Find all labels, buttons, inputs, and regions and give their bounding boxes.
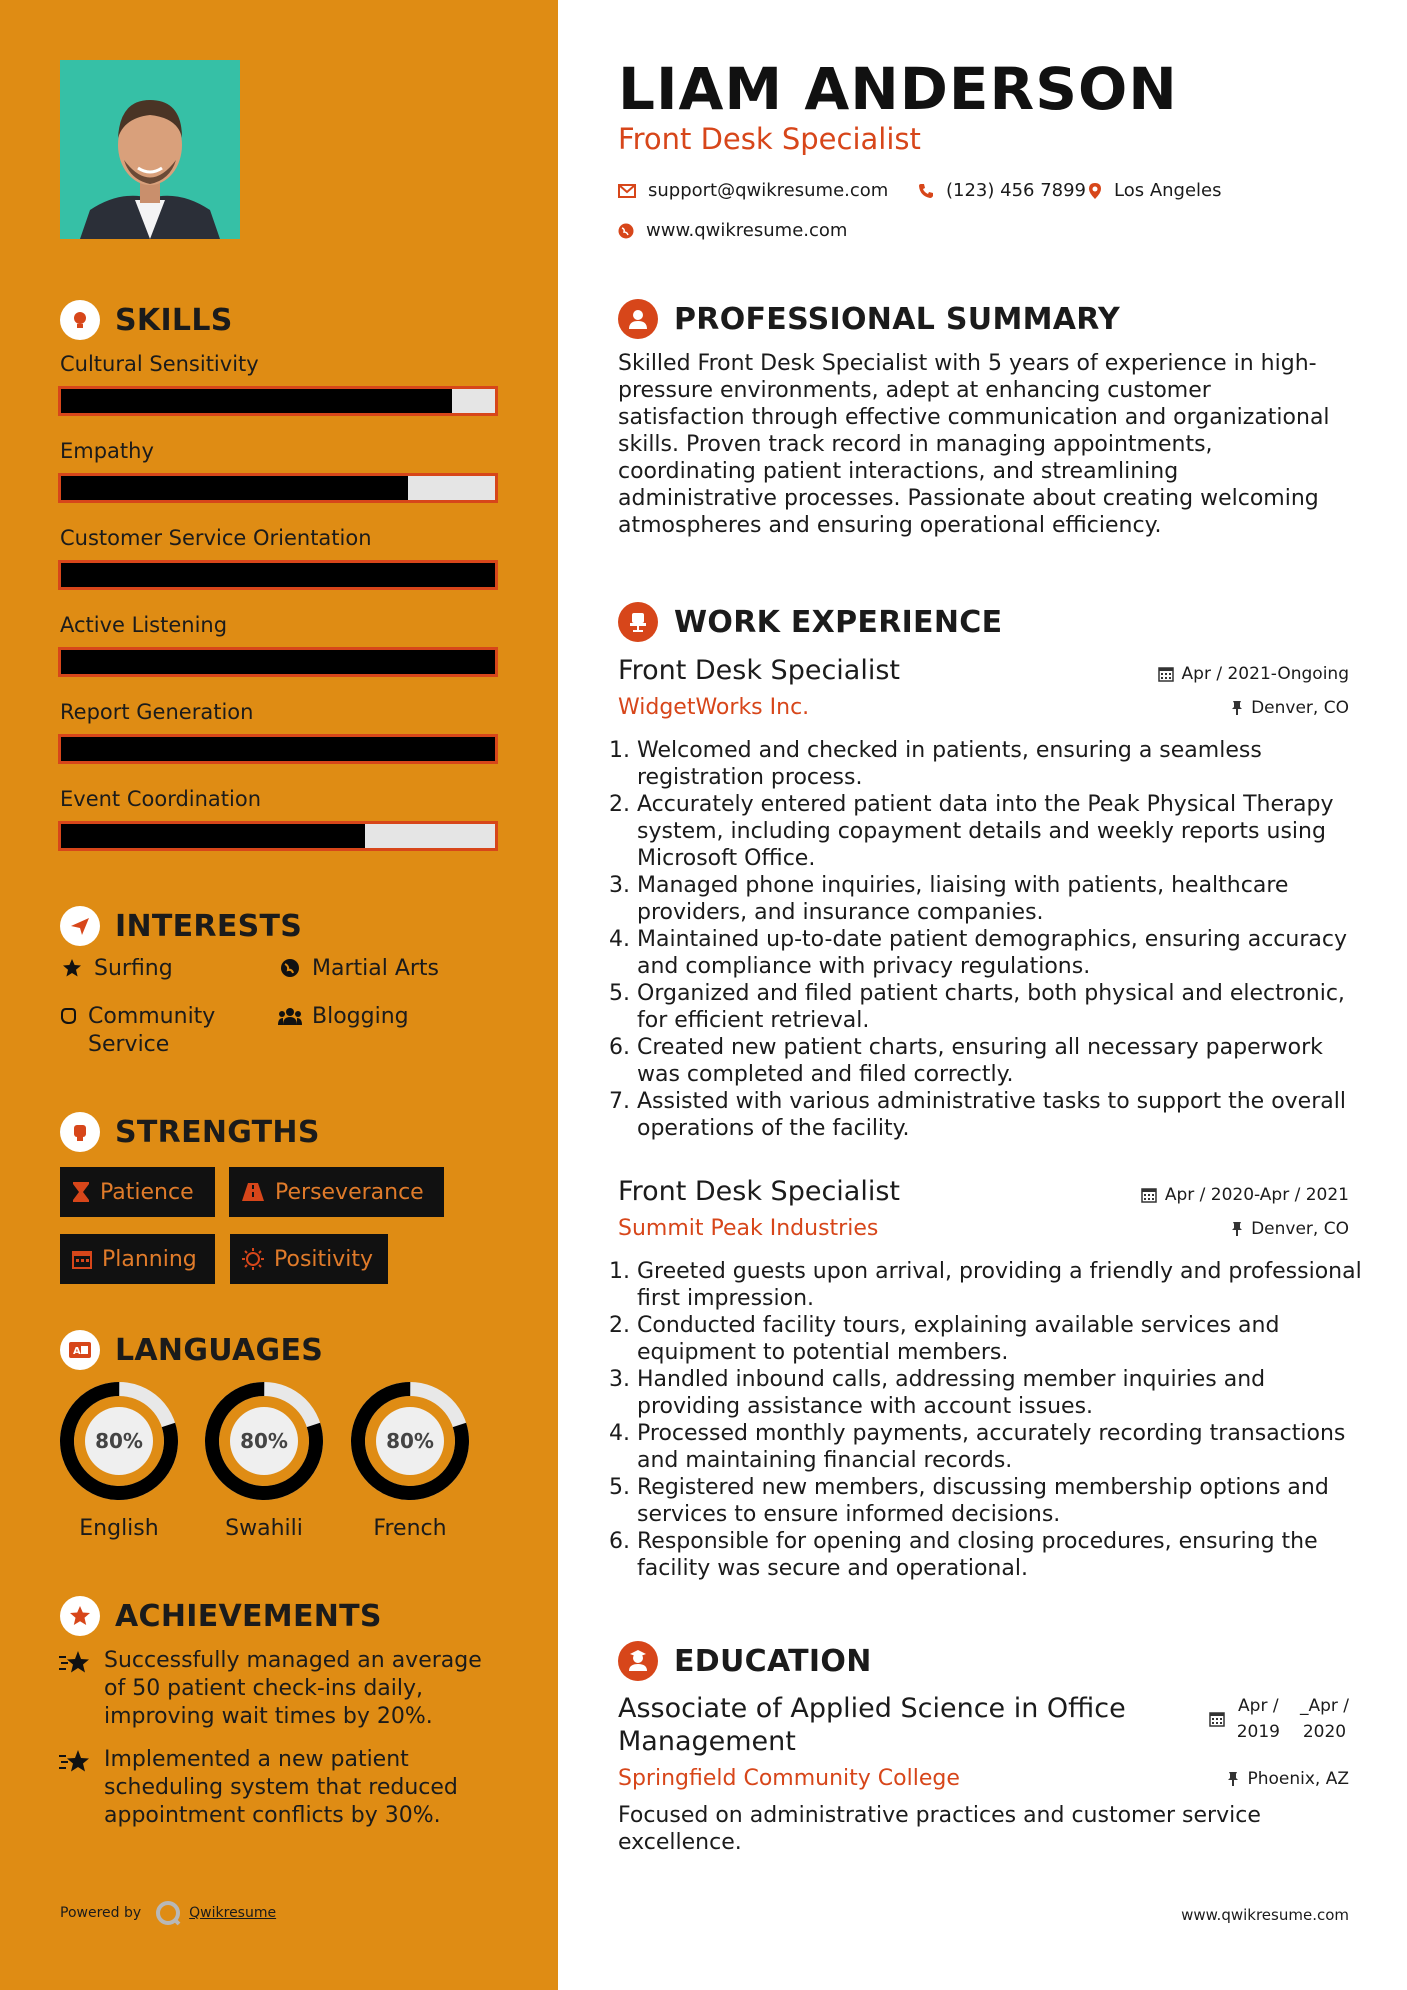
chair-icon (618, 602, 658, 642)
contact-email: support@qwikresume.com (618, 180, 888, 201)
education-location: Phoenix, AZ (1227, 1769, 1349, 1789)
skill-name: Customer Service Orientation (60, 526, 372, 550)
skill-level-bar (58, 560, 498, 590)
responsibility-item: 1. Greeted guests upon arrival, providing a friendly and professional first impression. (637, 1258, 1372, 1312)
star-icon (60, 955, 84, 978)
users-icon (278, 1003, 302, 1026)
strength-badge: Planning (60, 1234, 215, 1284)
envelope-icon (618, 184, 636, 198)
company-name: WidgetWorks Inc. (618, 695, 810, 720)
language-percent: 80% (240, 1429, 288, 1453)
svg-text:A: A (73, 1346, 81, 1357)
candidate-role: Front Desk Specialist (618, 122, 921, 156)
language-ring (201, 1378, 327, 1504)
education-heading: EDUCATION (618, 1641, 872, 1681)
language-item (56, 1378, 182, 1541)
responsibility-item: 5. Organized and filed patient charts, both physical and electronic, for efficient retrieval. (637, 980, 1372, 1034)
language-ring (56, 1378, 182, 1504)
globe-icon (618, 223, 634, 239)
achievements-heading: ACHIEVEMENTS (60, 1594, 382, 1638)
pushpin-icon (1231, 1221, 1243, 1237)
interest-item: Blogging (278, 1003, 409, 1031)
language-label: French (373, 1516, 447, 1541)
calendar-icon (1141, 1187, 1157, 1203)
job-location: Denver, CO (1231, 698, 1349, 718)
responsibility-item: 2. Accurately entered patient data into the Peak Physical Therapy system, including copayment details and weekly reports using Microsoft Office. (637, 791, 1372, 872)
job-date: Apr / 2020-Apr / 2021 (1141, 1185, 1349, 1205)
candidate-name: LIAM ANDERSON (618, 55, 1178, 123)
skill-level-fill (61, 476, 408, 500)
language-percent: 80% (386, 1429, 434, 1453)
skill-level-fill (61, 650, 495, 674)
skill-level-fill (61, 563, 495, 587)
skill-level-bar (58, 386, 498, 416)
contact-location: Los Angeles (1088, 180, 1222, 201)
achievement-item: Implemented a new patient scheduling system that reduced appointment conflicts by 30%. (58, 1746, 508, 1830)
language-label: Swahili (225, 1516, 303, 1541)
contact-phone: (123) 456 7899 (918, 180, 1086, 201)
qwikresume-logo-icon (155, 1900, 181, 1926)
experience-heading: WORK EXPERIENCE (618, 602, 1002, 642)
school-name: Springfield Community College (618, 1766, 960, 1791)
language-percent: 80% (95, 1429, 143, 1453)
company-name: Summit Peak Industries (618, 1216, 879, 1241)
job-date: Apr / 2021-Ongoing (1158, 664, 1349, 684)
pushpin-icon (1227, 1771, 1239, 1787)
job-title: Front Desk Specialist (618, 1176, 900, 1207)
skill-level-fill (61, 389, 452, 413)
map-pin-icon (1088, 182, 1102, 200)
pushpin-icon (1231, 700, 1243, 716)
profile-photo (60, 60, 240, 239)
skill-name: Active Listening (60, 613, 228, 637)
job-responsibilities (618, 737, 1372, 1142)
job-responsibilities (618, 1258, 1372, 1582)
summary-heading: PROFESSIONAL SUMMARY (618, 299, 1120, 339)
responsibility-item: 4. Maintained up-to-date patient demographics, ensuring accuracy and compliance with privacy regulations. (637, 926, 1372, 980)
strength-badge: Perseverance (229, 1167, 444, 1217)
skill-level-fill (61, 824, 365, 848)
degree-name: Associate of Applied Science in Office Management (618, 1693, 1126, 1757)
hand-icon (58, 1003, 78, 1026)
qwikresume-link[interactable]: Qwikresume (189, 1905, 277, 1921)
calendar-icon (72, 1249, 92, 1269)
language-item (201, 1378, 327, 1541)
language-label: English (79, 1516, 159, 1541)
summary-text: Skilled Front Desk Specialist with 5 years of experience in high-pressure environments, adept at enhancing customer satisfaction through effective communication and organizational skills. Proven track record in managing appointments, coordinating patient interactions, and streamlining administrative processes. Passionate about creating welcoming atmospheres and ensuring operational efficiency. (618, 351, 1330, 538)
skill-name: Empathy (60, 439, 154, 463)
responsibility-item: 6. Responsible for opening and closing procedures, ensuring the facility was secure and operational. (637, 1528, 1372, 1582)
strength-badge: Positivity (230, 1234, 388, 1284)
skill-level-bar (58, 473, 498, 503)
skill-level-bar (58, 734, 498, 764)
interests-heading: INTERESTS (60, 904, 302, 948)
calendar-icon (1158, 666, 1174, 682)
skill-name: Report Generation (60, 700, 254, 724)
language-item (347, 1378, 473, 1541)
hourglass-icon (72, 1181, 90, 1203)
skill-level-bar (58, 647, 498, 677)
sun-icon (242, 1248, 264, 1270)
responsibility-item: 2. Conducted facility tours, explaining available services and equipment to potential members. (637, 1312, 1372, 1366)
responsibility-item: 6. Created new patient charts, ensuring all necessary paperwork was completed and filed correctly. (637, 1034, 1372, 1088)
responsibility-item: 7. Assisted with various administrative tasks to support the overall operations of the facility. (637, 1088, 1372, 1142)
skill-level-bar (58, 821, 498, 851)
language-icon (60, 1330, 100, 1370)
education-date: Apr / 2019 _Apr / 2020 (1209, 1693, 1349, 1745)
user-icon (618, 299, 658, 339)
road-icon (241, 1182, 265, 1202)
graduate-icon (618, 1641, 658, 1681)
lightbulb-icon (60, 300, 100, 340)
phone-icon (918, 183, 934, 199)
job-title: Front Desk Specialist (618, 655, 900, 686)
job-location: Denver, CO (1231, 1219, 1349, 1239)
interest-item: Surfing (60, 955, 173, 983)
powered-by: Powered by Qwikresume (60, 1900, 276, 1926)
sidebar (0, 0, 558, 1990)
contact-website: www.qwikresume.com (618, 220, 847, 241)
responsibility-item: 3. Handled inbound calls, addressing member inquiries and providing assistance with account issues. (637, 1366, 1372, 1420)
globe-icon (278, 955, 302, 978)
language-ring (347, 1378, 473, 1504)
fist-icon (60, 1112, 100, 1152)
paper-plane-icon (60, 906, 100, 946)
strengths-heading: STRENGTHS (60, 1110, 320, 1154)
footer-website[interactable]: www.qwikresume.com (1181, 1906, 1349, 1924)
main-content (558, 0, 1407, 1990)
skill-level-fill (61, 737, 495, 761)
education-description: Focused on administrative practices and customer service excellence. (618, 1803, 1261, 1855)
calendar-icon (1209, 1711, 1225, 1727)
skills-heading: SKILLS (60, 298, 233, 342)
badge-star-icon (60, 1596, 100, 1636)
interest-item: Martial Arts (278, 955, 439, 983)
responsibility-item: 3. Managed phone inquiries, liaising with patients, healthcare providers, and insurance companies. (637, 872, 1372, 926)
trophy-star-icon (58, 1746, 94, 1830)
responsibility-item: 1. Welcomed and checked in patients, ensuring a seamless registration process. (637, 737, 1372, 791)
strength-badge: Patience (60, 1167, 215, 1217)
responsibility-item: 5. Registered new members, discussing membership options and services to ensure informed decisions. (637, 1474, 1372, 1528)
skill-name: Cultural Sensitivity (60, 352, 259, 376)
interest-item: Community Service (58, 1003, 248, 1059)
responsibility-item: 4. Processed monthly payments, accurately recording transactions and maintaining financial records. (637, 1420, 1372, 1474)
skill-name: Event Coordination (60, 787, 262, 811)
trophy-star-icon (58, 1647, 94, 1731)
languages-heading: A LANGUAGES (60, 1328, 323, 1372)
achievement-item: Successfully managed an average of 50 patient check-ins daily, improving wait times by 20%. (58, 1647, 508, 1731)
